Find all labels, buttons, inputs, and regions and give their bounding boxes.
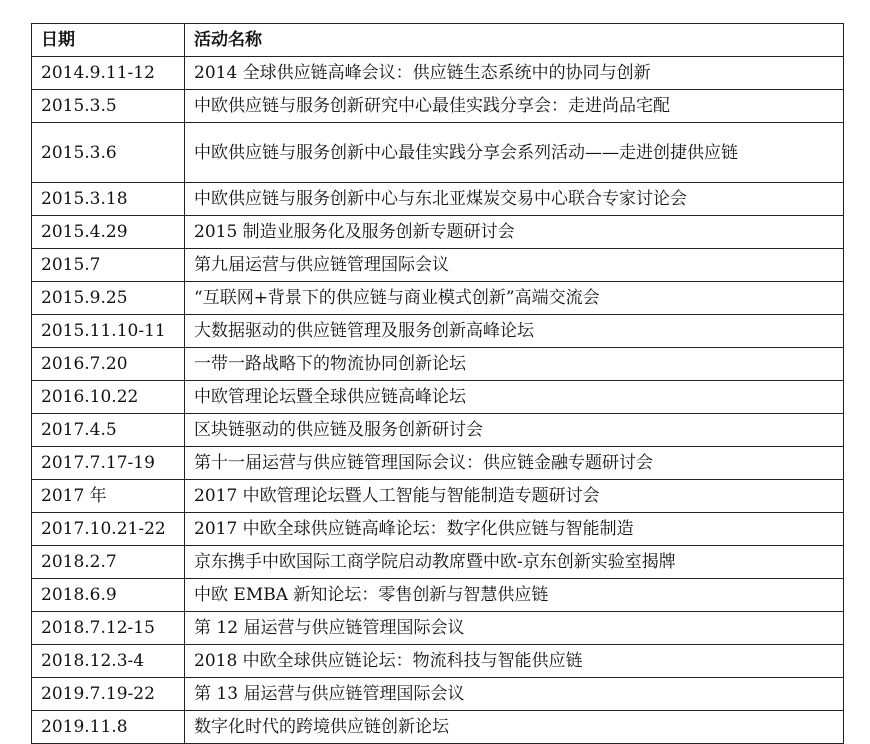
table-row xyxy=(32,711,844,744)
event-name-cell: 2014 全球供应链高峰会议：供应链生态系统中的协同与创新 xyxy=(185,57,844,90)
table-body xyxy=(32,57,844,744)
event-date-cell: 2019.11.8 xyxy=(32,711,185,744)
event-date-cell: 2018.2.7 xyxy=(32,546,185,579)
event-name-cell: “互联网+背景下的供应链与商业模式创新”高端交流会 xyxy=(185,282,844,315)
event-name-cell: 第 12 届运营与供应链管理国际会议 xyxy=(185,612,844,645)
event-name-cell: 数字化时代的跨境供应链创新论坛 xyxy=(185,711,844,744)
table-row xyxy=(32,90,844,123)
event-name-cell: 2017 中欧管理论坛暨人工智能与智能制造专题研讨会 xyxy=(185,480,844,513)
event-name-cell: 一带一路战略下的物流协同创新论坛 xyxy=(185,348,844,381)
event-name-column-header: 活动名称 xyxy=(185,24,844,57)
event-name-cell: 第九届运营与供应链管理国际会议 xyxy=(185,249,844,282)
event-date-cell: 2015.7 xyxy=(32,249,185,282)
event-date-cell: 2014.9.11-12 xyxy=(32,57,185,90)
event-name-cell: 京东携手中欧国际工商学院启动教席暨中欧-京东创新实验室揭牌 xyxy=(185,546,844,579)
event-name-cell: 中欧供应链与服务创新研究中心最佳实践分享会：走进尚品宅配 xyxy=(185,90,844,123)
event-date-cell: 2018.6.9 xyxy=(32,579,185,612)
event-name-cell: 区块链驱动的供应链及服务创新研讨会 xyxy=(185,414,844,447)
event-name-cell: 2018 中欧全球供应链论坛：物流科技与智能供应链 xyxy=(185,645,844,678)
event-name-cell: 中欧管理论坛暨全球供应链高峰论坛 xyxy=(185,381,844,414)
events-table xyxy=(31,23,844,744)
event-name-cell: 中欧供应链与服务创新中心最佳实践分享会系列活动——走进创捷供应链 xyxy=(185,123,844,183)
event-date-cell: 2015.11.10-11 xyxy=(32,315,185,348)
event-name-cell: 第十一届运营与供应链管理国际会议：供应链金融专题研讨会 xyxy=(185,447,844,480)
table-row xyxy=(32,249,844,282)
table-row xyxy=(32,216,844,249)
event-date-cell: 2015.4.29 xyxy=(32,216,185,249)
table-row xyxy=(32,348,844,381)
table-row xyxy=(32,57,844,90)
event-name-cell: 大数据驱动的供应链管理及服务创新高峰论坛 xyxy=(185,315,844,348)
table-row xyxy=(32,123,844,183)
table-row xyxy=(32,381,844,414)
date-column-header: 日期 xyxy=(32,24,185,57)
event-date-cell: 2015.9.25 xyxy=(32,282,185,315)
table-row xyxy=(32,579,844,612)
event-name-cell: 2015 制造业服务化及服务创新专题研讨会 xyxy=(185,216,844,249)
event-date-cell: 2019.7.19-22 xyxy=(32,678,185,711)
table-row xyxy=(32,414,844,447)
table-row xyxy=(32,480,844,513)
event-date-cell: 2018.12.3-4 xyxy=(32,645,185,678)
event-date-cell: 2015.3.5 xyxy=(32,90,185,123)
table-row xyxy=(32,678,844,711)
table-row xyxy=(32,282,844,315)
event-date-cell: 2016.7.20 xyxy=(32,348,185,381)
event-date-cell: 2018.7.12-15 xyxy=(32,612,185,645)
event-date-cell: 2017.10.21-22 xyxy=(32,513,185,546)
table-row xyxy=(32,513,844,546)
event-date-cell: 2017.4.5 xyxy=(32,414,185,447)
table-row xyxy=(32,315,844,348)
event-name-cell: 2017 中欧全球供应链高峰论坛：数字化供应链与智能制造 xyxy=(185,513,844,546)
table-row xyxy=(32,183,844,216)
table-header-row xyxy=(32,24,844,57)
event-date-cell: 2015.3.18 xyxy=(32,183,185,216)
event-name-cell: 中欧供应链与服务创新中心与东北亚煤炭交易中心联合专家讨论会 xyxy=(185,183,844,216)
event-date-cell: 2015.3.6 xyxy=(32,123,185,183)
table-row xyxy=(32,645,844,678)
event-date-cell: 2017.7.17-19 xyxy=(32,447,185,480)
event-name-cell: 第 13 届运营与供应链管理国际会议 xyxy=(185,678,844,711)
event-date-cell: 2017 年 xyxy=(32,480,185,513)
table-row xyxy=(32,447,844,480)
event-date-cell: 2016.10.22 xyxy=(32,381,185,414)
table-row xyxy=(32,612,844,645)
table-row xyxy=(32,546,844,579)
event-name-cell: 中欧 EMBA 新知论坛：零售创新与智慧供应链 xyxy=(185,579,844,612)
